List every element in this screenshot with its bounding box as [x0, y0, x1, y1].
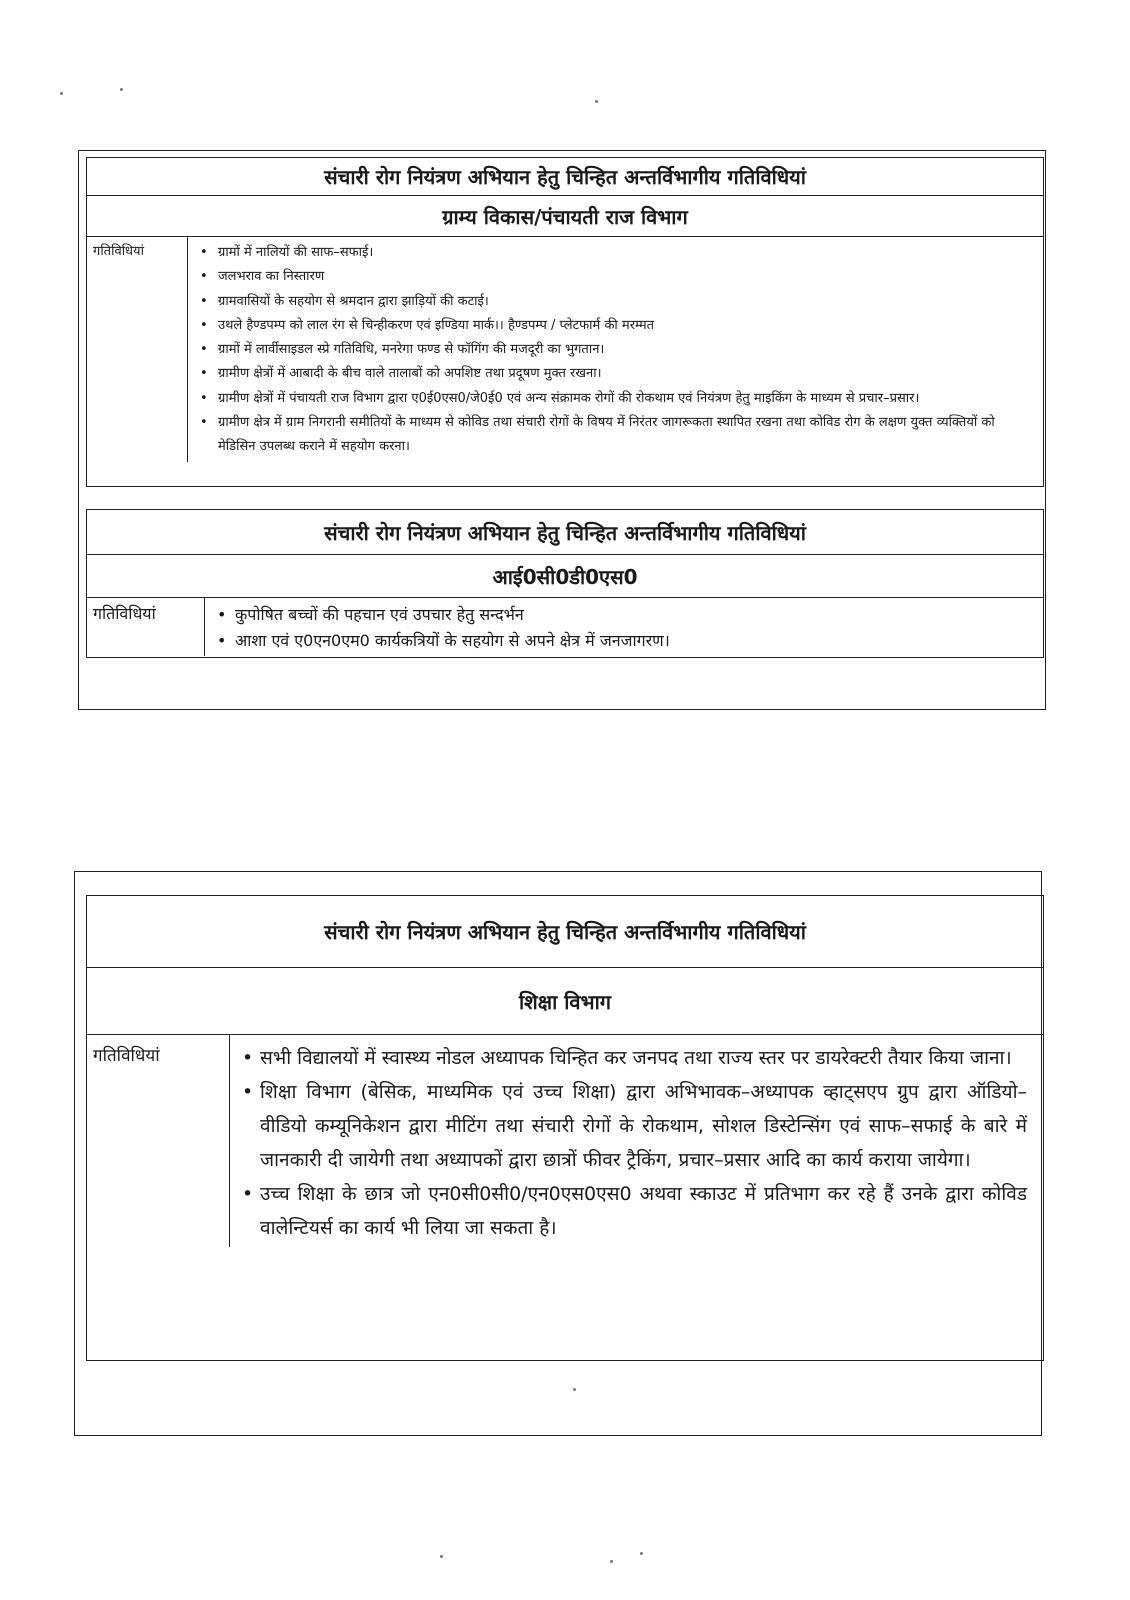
list-item: • ग्रामीण क्षेत्रों में पंचायती राज विभाग द्वारा ए0ई0एस0/जे0ई0 एवं अन्य संक्रामक रोगों की रोकथाम एवं नियंत्रण हेतु माइकिंग के माध्यम से प्रचार–प्रसार। — [196, 387, 1035, 411]
list-item: • ग्रामीण क्षेत्रों में आबादी के बीच वाले तालाबों को अपशिष्ट तथा प्रदूषण मुक्त रखना। — [196, 362, 1035, 386]
scan-speck — [120, 88, 123, 91]
scan-speck — [440, 1555, 443, 1558]
activities-table-icds — [86, 509, 1044, 658]
scan-speck — [60, 92, 63, 95]
table-title: संचारी रोग नियंत्रण अभियान हेतु चिन्हित अन्तर्विभागीय गतिविधियां — [87, 510, 1043, 555]
activities-list — [230, 1035, 1043, 1247]
table-title: संचारी रोग नियंत्रण अभियान हेतु चिन्हित अन्तर्विभागीय गतिविधियां — [87, 158, 1043, 196]
activities-table-panchayati-raj — [86, 157, 1044, 487]
department-heading: शिक्षा विभाग — [87, 968, 1043, 1035]
scan-speck — [595, 100, 598, 103]
activities-table-education — [86, 895, 1044, 1361]
list-item: • सभी विद्यालयों में स्वास्थ्य नोडल अध्यापक चिन्हित कर जनपद तथा राज्य स्तर पर डायरेक्टरी तैयार किया जाना। — [238, 1041, 1027, 1075]
list-item: • उथले हैण्डपम्प को लाल रंग से चिन्हीकरण एवं इण्डिया मार्क।। हैण्डपम्प / प्लेटफार्म की मरम्मत — [196, 314, 1035, 338]
list-item: • ग्रामों में लार्वीसाइडल स्प्रे गतिविधि, मनरेगा फण्ड से फॉगिंग की मजदूरी का भुगतान। — [196, 338, 1035, 362]
scan-speck — [610, 1560, 613, 1563]
scan-speck — [640, 1552, 643, 1555]
list-item: • ग्रामवासियों के सहयोग से श्रमदान द्वारा झाड़ियों की कटाई। — [196, 290, 1035, 314]
list-item: • जलभराव का निस्तारण — [196, 265, 1035, 289]
list-item: • कुपोषित बच्चों की पहचान एवं उपचार हेतु सन्दर्भन — [213, 602, 1035, 628]
activities-list — [188, 237, 1043, 462]
activities-label: गतिविधियां — [87, 598, 205, 656]
department-heading: आई0सी0डी0एस0 — [87, 555, 1043, 598]
activities-list — [205, 598, 1043, 656]
activities-row — [87, 1035, 1043, 1247]
list-item: • उच्च शिक्षा के छात्र जो एन0सी0सी0/एन0एस0एस0 अथवा स्काउट में प्रतिभाग कर रहे हैं उनके द्वारा कोविड वालेन्टियर्स का कार्य भी लिया जा सकता है। — [238, 1177, 1027, 1245]
list-item: • ग्रामीण क्षेत्र में ग्राम निगरानी समीतियों के माध्यम से कोविड तथा संचारी रोगों के विषय में निरंतर जागरूकता स्थापित रखना तथा कोविड रोग के लक्षण युक्त व्यक्तियों को मेडिसिन उपलब्ध कराने में सहयोग करना। — [196, 411, 1035, 460]
list-item: • ग्रामों में नालियों की साफ–सफाई। — [196, 241, 1035, 265]
activities-row — [87, 237, 1043, 462]
activities-label: गतिविधियां — [87, 237, 188, 462]
table-title: संचारी रोग नियंत्रण अभियान हेतु चिन्हित अन्तर्विभागीय गतिविधियां — [87, 896, 1043, 968]
list-item: • शिक्षा विभाग (बेसिक, माध्यमिक एवं उच्च शिक्षा) द्वारा अभिभावक–अध्यापक व्हाट्सएप ग्रुप द्वारा ऑडियो–वीडियो कम्यूनिकेशन द्वारा मीटिंग तथा संचारी रोगों के रोकथाम, सोशल डिस्टेन्सिंग एवं साफ–सफाई के बारे में जानकारी दी जायेगी तथा अध्यापकों द्वारा छात्रों फीवर ट्रैकिंग, प्रचार–प्रसार आदि का कार्य कराया जायेगा। — [238, 1075, 1027, 1177]
list-item: • आशा एवं ए0एन0एम0 कार्यकत्रियों के सहयोग से अपने क्षेत्र में जनजागरण। — [213, 628, 1035, 654]
department-heading: ग्राम्य विकास/पंचायती राज विभाग — [87, 196, 1043, 237]
activities-row — [87, 598, 1043, 656]
activities-label: गतिविधियां — [87, 1035, 230, 1247]
